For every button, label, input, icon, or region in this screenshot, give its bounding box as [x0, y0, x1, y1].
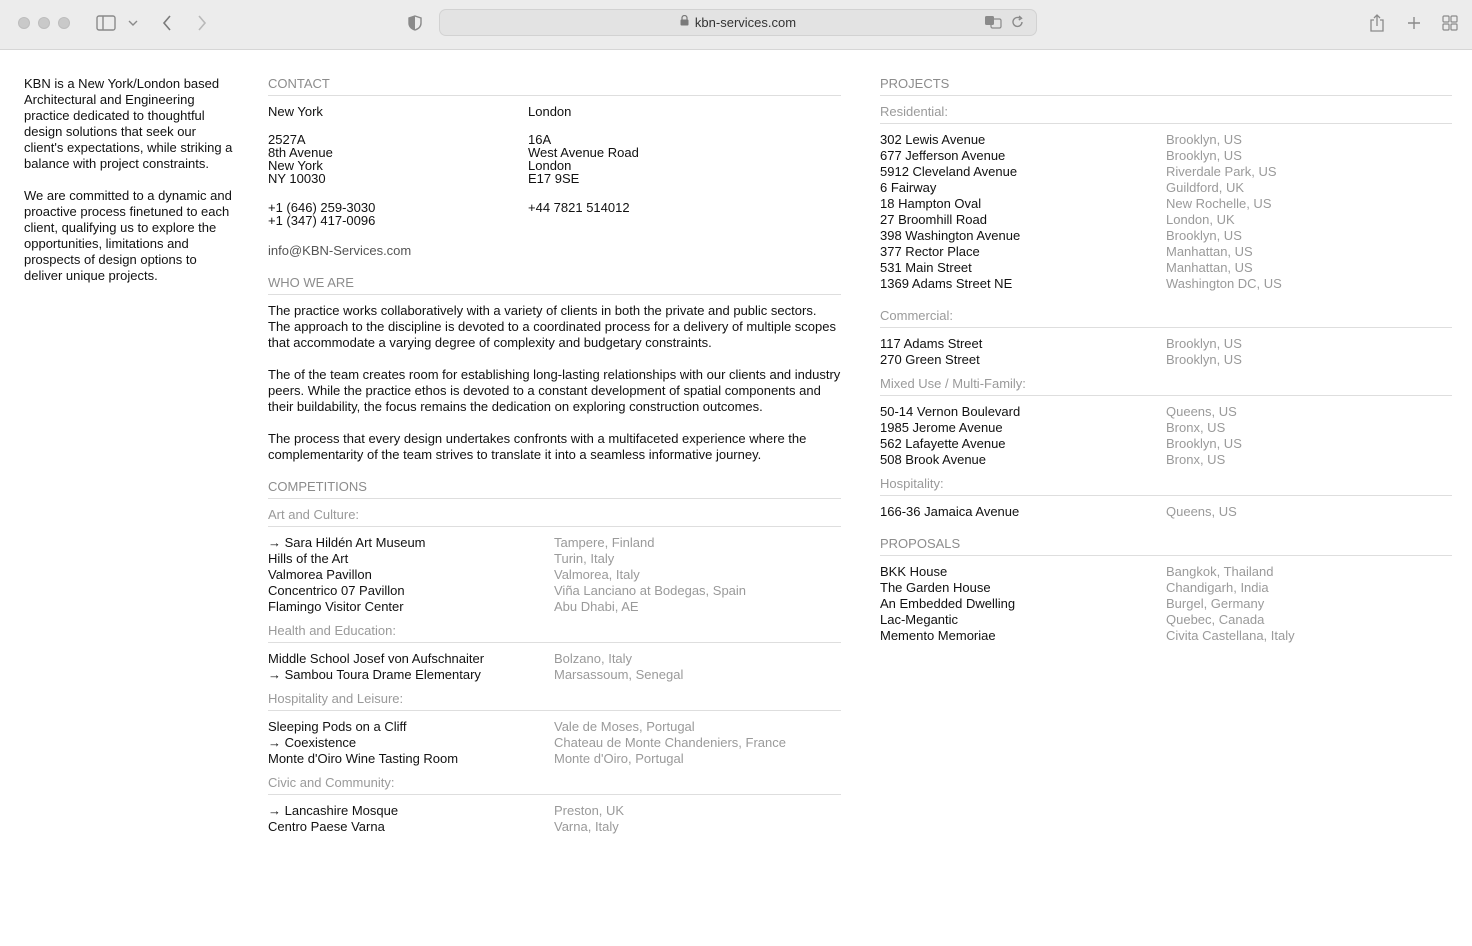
who-we-are-title: WHO WE ARE: [268, 275, 841, 295]
project-location: Brooklyn, US: [1166, 336, 1242, 351]
project-location: Guildford, UK: [1166, 180, 1245, 195]
project-name[interactable]: 117 Adams Street: [880, 336, 983, 351]
project-name[interactable]: 302 Lewis Avenue: [880, 132, 986, 147]
list-item[interactable]: [880, 612, 1452, 628]
category-title: Residential:: [880, 104, 1452, 124]
project-name[interactable]: 6 Fairway: [880, 180, 937, 195]
project-name[interactable]: Middle School Josef von Aufschnaiter: [268, 651, 485, 666]
list-item[interactable]: [880, 564, 1452, 580]
forward-icon[interactable]: [193, 12, 211, 34]
category-title: Art and Culture:: [268, 507, 841, 527]
middle-column: [268, 76, 841, 835]
list-item[interactable]: [880, 504, 1452, 520]
project-location: Brooklyn, US: [1166, 228, 1242, 243]
address-line: West Avenue Road: [528, 145, 639, 160]
category-title: Hospitality and Leisure:: [268, 691, 841, 711]
who-paragraph: The process that every design undertakes confronts with a multifaceted experience where the complementarity of the team strives to translate it into a seamless informative journey.: [268, 431, 807, 462]
project-location: London, UK: [1166, 212, 1235, 227]
project-name[interactable]: Sleeping Pods on a Cliff: [268, 719, 407, 734]
proposals-list: [880, 564, 1452, 644]
list-item[interactable]: [880, 580, 1452, 596]
address-line: 8th Avenue: [268, 145, 333, 160]
project-location: Chateau de Monte Chandeniers, France: [554, 735, 786, 750]
chevron-down-icon[interactable]: [127, 12, 139, 34]
close-window-button[interactable]: [18, 17, 30, 29]
project-name[interactable]: → Sambou Toura Drame Elementary: [268, 667, 481, 682]
project-location: Bolzano, Italy: [554, 651, 633, 666]
address-line: 2527A: [268, 132, 306, 147]
category-list: [880, 404, 1452, 468]
project-name[interactable]: 5912 Cleveland Avenue: [880, 164, 1018, 179]
list-item[interactable]: [880, 404, 1452, 420]
competitions-title: COMPETITIONS: [268, 479, 841, 499]
email-link[interactable]: info@KBN-Services.com: [268, 243, 412, 258]
list-item[interactable]: [880, 452, 1452, 468]
category-list: [268, 651, 841, 683]
project-location: Washington DC, US: [1166, 276, 1282, 291]
browser-toolbar: [0, 0, 1472, 50]
who-we-are-text: [268, 303, 841, 463]
new-tab-icon[interactable]: [1404, 12, 1424, 34]
project-location: Viña Lanciano at Bodegas, Spain: [554, 583, 747, 598]
project-name[interactable]: Concentrico 07 Pavillon: [268, 583, 405, 598]
project-location: Manhattan, US: [1166, 244, 1253, 259]
project-name[interactable]: 508 Brook Avenue: [880, 452, 987, 467]
category-list: [880, 504, 1452, 520]
intro-paragraph: We are committed to a dynamic and proactive process finetuned to each client, qualifying us to explore the opportunities, limitations and prospects of design options to deliver unique projects.: [24, 188, 232, 283]
project-location: Varna, Italy: [554, 819, 619, 834]
project-name[interactable]: Hills of the Art: [268, 551, 349, 566]
city-name: New York: [268, 104, 323, 119]
category-title: Commercial:: [880, 308, 1452, 328]
project-name[interactable]: 1985 Jerome Avenue: [880, 420, 1003, 435]
who-paragraph: The practice works collaboratively with a variety of clients in both the private and public sectors. The approach to the discipline is devoted to a coordinated process for a delivery of multiple scopes that accommodate a varying degree of complexity and budgetary constraints.: [268, 303, 836, 350]
privacy-shield-icon[interactable]: [406, 12, 424, 34]
minimize-window-button[interactable]: [38, 17, 50, 29]
project-name[interactable]: BKK House: [880, 564, 948, 579]
category-list: [268, 803, 841, 835]
project-name[interactable]: Lac-Megantic: [880, 612, 959, 627]
list-item[interactable]: [880, 180, 1452, 196]
who-paragraph: The of the team creates room for establishing long-lasting relationships with our clients and industry peers. While the practice ethos is devoted to a constant development of spatial components and their buildability, the focus remains the dedication on exploring construction outcomes.: [268, 367, 841, 414]
category-list: [880, 132, 1452, 292]
list-item[interactable]: [880, 164, 1452, 180]
back-icon[interactable]: [158, 12, 176, 34]
list-item[interactable]: [268, 651, 841, 667]
project-location: Preston, UK: [554, 803, 625, 818]
category-title: Civic and Community:: [268, 775, 841, 795]
list-item[interactable]: [268, 667, 841, 683]
intro-text: [24, 76, 234, 284]
project-name[interactable]: 377 Rector Place: [880, 244, 980, 259]
list-item[interactable]: [880, 276, 1452, 292]
project-location: Abu Dhabi, AE: [554, 599, 639, 614]
project-name[interactable]: → Lancashire Mosque: [268, 803, 399, 818]
list-item[interactable]: [880, 260, 1452, 276]
project-location: Manhattan, US: [1166, 260, 1253, 275]
url-text: kbn-services.com: [694, 14, 797, 30]
project-location: Queens, US: [1166, 404, 1237, 419]
address-line: E17 9SE: [528, 171, 580, 186]
project-name[interactable]: 398 Washington Avenue: [880, 228, 1021, 243]
project-name[interactable]: → Coexistence: [268, 735, 357, 750]
project-location: Bronx, US: [1166, 452, 1226, 467]
category-title: Hospitality:: [880, 476, 1452, 496]
project-location: Vale de Moses, Portugal: [554, 719, 695, 734]
contact-section: [268, 104, 841, 227]
share-icon[interactable]: [1367, 12, 1387, 34]
list-item[interactable]: [268, 583, 841, 599]
project-location: Quebec, Canada: [1166, 612, 1265, 627]
contact-london: [528, 104, 788, 227]
address-line: NY 10030: [268, 171, 326, 186]
city-name: London: [528, 104, 572, 119]
contact-title: CONTACT: [268, 76, 841, 96]
project-location: Brooklyn, US: [1166, 436, 1242, 451]
list-item[interactable]: [268, 735, 841, 751]
project-location: Brooklyn, US: [1166, 132, 1242, 147]
phone-link[interactable]: +1 (646) 259-3030: [268, 200, 376, 215]
right-column: [880, 76, 1452, 644]
project-location: Burgel, Germany: [1166, 596, 1265, 611]
list-item[interactable]: [268, 751, 841, 767]
projects-list: [880, 104, 1452, 520]
list-item[interactable]: [880, 628, 1452, 644]
sidebar-icon[interactable]: [95, 12, 117, 34]
list-item[interactable]: [268, 535, 841, 551]
list-item[interactable]: [880, 352, 1452, 368]
project-location: Valmorea, Italy: [554, 567, 640, 582]
lock-icon: [680, 15, 689, 31]
list-item[interactable]: [268, 551, 841, 567]
address-line: New York: [268, 158, 323, 173]
category-list: [268, 535, 841, 615]
project-location: Bronx, US: [1166, 420, 1226, 435]
project-name[interactable]: 531 Main Street: [880, 260, 972, 275]
list-item[interactable]: [880, 148, 1452, 164]
project-name[interactable]: 50-14 Vernon Boulevard: [880, 404, 1021, 419]
project-name[interactable]: Memento Memoriae: [880, 628, 996, 643]
list-item[interactable]: [268, 567, 841, 583]
project-location: Marsassoum, Senegal: [554, 667, 684, 682]
project-location: Turin, Italy: [554, 551, 615, 566]
contact-new-york: [268, 104, 528, 227]
project-name[interactable]: 270 Green Street: [880, 352, 980, 367]
list-item[interactable]: [880, 436, 1452, 452]
project-name[interactable]: Centro Paese Varna: [268, 819, 385, 834]
address-bar[interactable]: [439, 9, 1037, 36]
project-location: Tampere, Finland: [554, 535, 655, 550]
project-name[interactable]: Monte d'Oiro Wine Tasting Room: [268, 751, 459, 766]
zoom-window-button[interactable]: [58, 17, 70, 29]
project-name[interactable]: 166-36 Jamaica Avenue: [880, 504, 1020, 519]
project-name[interactable]: 562 Lafayette Avenue: [880, 436, 1006, 451]
category-list: [880, 336, 1452, 368]
list-item[interactable]: [268, 719, 841, 735]
list-item[interactable]: [880, 228, 1452, 244]
address-line: London: [528, 158, 572, 173]
project-location: New Rochelle, US: [1166, 196, 1272, 211]
intro-paragraph: KBN is a New York/London based Architectural and Engineering practice dedicated to thoughtful design solutions that seek our client's expectations, while striking a balance with project constraints.: [24, 76, 233, 171]
list-item[interactable]: [880, 132, 1452, 148]
project-name[interactable]: Valmorea Pavillon: [268, 567, 372, 582]
project-name[interactable]: 27 Broomhill Road: [880, 212, 987, 227]
list-item[interactable]: [268, 819, 841, 835]
list-item[interactable]: [880, 244, 1452, 260]
tab-overview-icon[interactable]: [1440, 12, 1460, 34]
list-item[interactable]: [268, 803, 841, 819]
reload-icon[interactable]: [1011, 15, 1024, 33]
project-location: Riverdale Park, US: [1166, 164, 1277, 179]
list-item[interactable]: [880, 420, 1452, 436]
project-location: Queens, US: [1166, 504, 1237, 519]
project-name[interactable]: Flamingo Visitor Center: [268, 599, 404, 614]
project-location: Monte d'Oiro, Portugal: [554, 751, 684, 766]
category-title: Health and Education:: [268, 623, 841, 643]
project-location: Civita Castellana, Italy: [1166, 628, 1295, 643]
project-name[interactable]: 677 Jefferson Avenue: [880, 148, 1006, 163]
proposals-title: PROPOSALS: [880, 536, 1452, 556]
project-location: Chandigarh, India: [1166, 580, 1269, 595]
list-item[interactable]: [880, 336, 1452, 352]
list-item[interactable]: [880, 596, 1452, 612]
category-title: Mixed Use / Multi-Family:: [880, 376, 1452, 396]
list-item[interactable]: [880, 212, 1452, 228]
project-location: Brooklyn, US: [1166, 148, 1242, 163]
translate-icon[interactable]: [984, 15, 1002, 33]
phone-link[interactable]: +1 (347) 417-0096: [268, 213, 376, 228]
list-item[interactable]: [880, 196, 1452, 212]
list-item[interactable]: [268, 599, 841, 615]
competitions-list: [268, 507, 841, 835]
category-list: [268, 719, 841, 767]
project-name[interactable]: An Embedded Dwelling: [880, 596, 1016, 611]
address-line: 16A: [528, 132, 552, 147]
projects-title: PROJECTS: [880, 76, 1452, 96]
project-name[interactable]: 1369 Adams Street NE: [880, 276, 1013, 291]
phone-link[interactable]: +44 7821 514012: [528, 200, 630, 215]
project-location: Brooklyn, US: [1166, 352, 1242, 367]
project-location: Bangkok, Thailand: [1166, 564, 1274, 579]
project-name[interactable]: 18 Hampton Oval: [880, 196, 982, 211]
project-name[interactable]: The Garden House: [880, 580, 991, 595]
project-name[interactable]: → Sara Hildén Art Museum: [268, 535, 426, 550]
